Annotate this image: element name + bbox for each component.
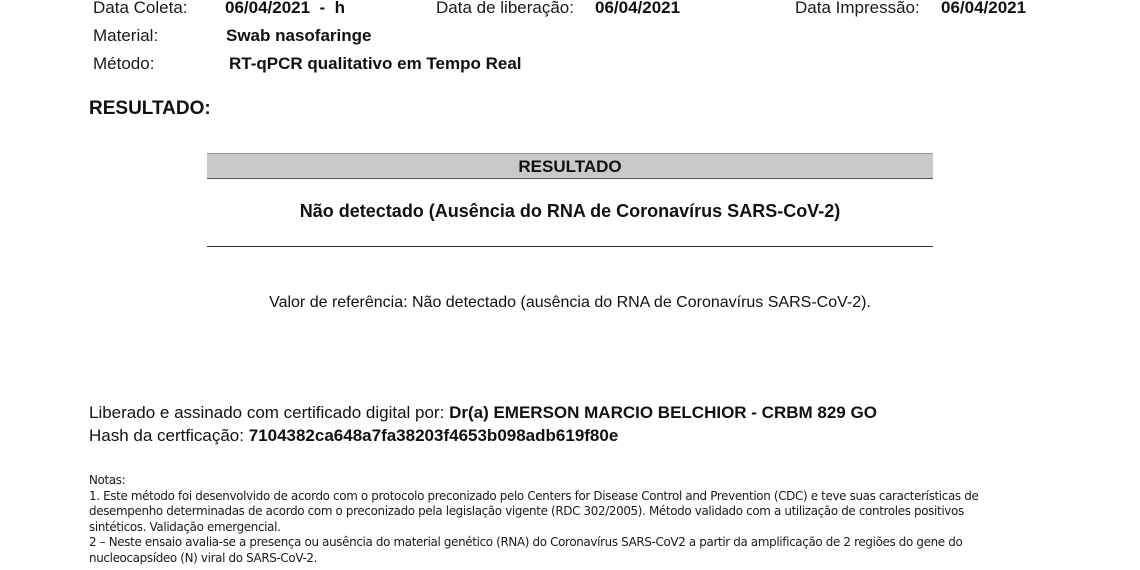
print-date-value: 06/04/2021 xyxy=(941,0,1027,17)
note-2: 2 – Neste ensaio avalia-se a presença ou ausência do material genético (RNA) do Coronavírus SARS-CoV2 a partir da amplificação de 2 regiões do gene do nucleocapsídeo (N) viral do SARS-CoV-2. xyxy=(89,534,963,565)
result-divider xyxy=(207,246,933,247)
released-by-label: Liberado e assinado com certificado digital por: xyxy=(89,403,445,422)
hash-label: Hash da certficação: xyxy=(89,426,244,445)
result-heading: RESULTADO: xyxy=(89,98,211,119)
result-value: Não detectado (Ausência do RNA de Coronavírus SARS-CoV-2) xyxy=(299,201,841,221)
material-label: Material: xyxy=(93,26,159,45)
hash-line xyxy=(89,426,618,446)
collection-date-value: 06/04/2021 - h xyxy=(225,0,346,17)
notes-section xyxy=(89,472,1015,566)
collection-date-label: Data Coleta: xyxy=(93,0,188,17)
reference-value: Valor de referência: Não detectado (ausência do RNA de Coronavírus SARS-CoV-2). xyxy=(269,294,871,311)
notes-title: Notas: xyxy=(89,472,126,487)
release-date-value: 06/04/2021 xyxy=(595,0,681,17)
released-by-value: Dr(a) EMERSON MARCIO BELCHIOR - CRBM 829 GO xyxy=(449,403,877,422)
hash-value: 7104382ca648a7fa38203f4653b098adb619f80e xyxy=(248,426,619,445)
print-date-label: Data Impressão: xyxy=(795,0,920,17)
released-by-line xyxy=(89,403,877,423)
release-date-label: Data de liberação: xyxy=(436,0,574,17)
material-value: Swab nasofaringe xyxy=(226,26,372,45)
note-1: 1. Este método foi desenvolvido de acordo com o protocolo preconizado pelo Centers for Disease Control and Prevention (CDC) e teve suas características de desempenho determinadas de acordo com o preconizado pela legislação vigente (RDC 302/2005). Método validado com a utilização de controles positivos sintéticos. Validação emergencial. xyxy=(89,487,979,534)
result-table-header: RESULTADO xyxy=(207,153,933,179)
method-value: RT-qPCR qualitativo em Tempo Real xyxy=(229,54,522,73)
method-label: Método: xyxy=(93,54,155,73)
